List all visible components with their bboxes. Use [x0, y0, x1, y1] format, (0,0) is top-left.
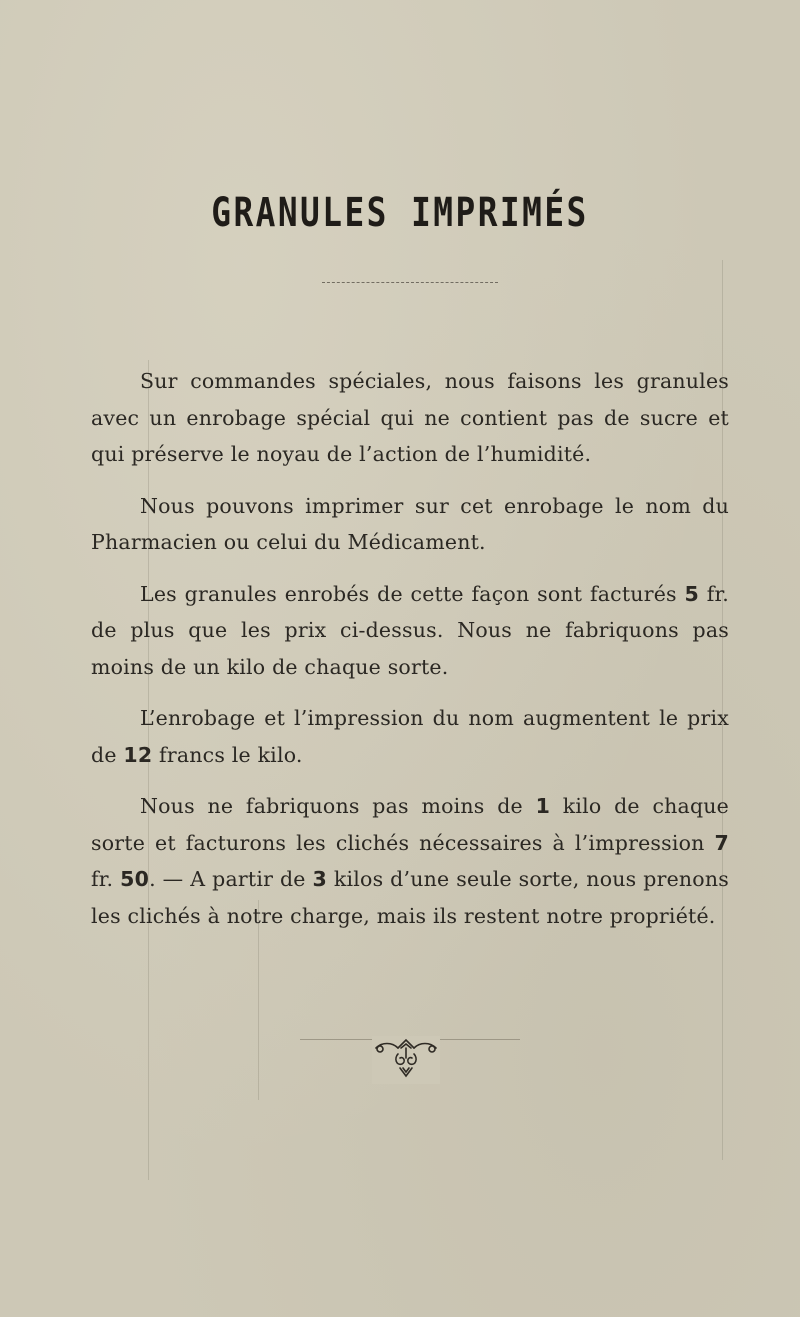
bold-number: 3	[312, 867, 327, 891]
text-run: L’enrobage et l’impression du nom augmentent le prix de	[91, 706, 729, 767]
text-run: kilo de chaque sorte et facturons les clichés nécessaires à l’impression	[91, 794, 730, 855]
fleuron-ornament-icon	[372, 1036, 440, 1084]
text-run: . — A partir de	[149, 867, 313, 891]
text-run: francs le kilo.	[152, 742, 303, 767]
text-run: fr.	[91, 867, 121, 891]
page-title: GRANULES IMPRIMÉS	[211, 190, 589, 236]
bold-number: 1	[535, 794, 551, 818]
title-divider	[322, 282, 498, 283]
text-run: Les granules enrobés de cette façon sont facturés	[140, 581, 685, 606]
paragraph	[91, 363, 729, 473]
text-run: fr. de plus que les prix ci-dessus. Nous ne fabriquons pas moins de un kilo de chaque sorte.	[91, 581, 729, 679]
paragraph	[91, 788, 729, 934]
paragraph	[91, 576, 729, 686]
bold-number: 50	[120, 867, 150, 891]
text-run: kilos d’une seule sorte, nous prenons les clichés à notre charge, mais ils restent notre propriété.	[91, 867, 729, 928]
bold-number: 5	[684, 581, 699, 606]
paragraph	[91, 700, 729, 773]
bold-number: 7	[714, 830, 729, 855]
body-text	[91, 363, 729, 949]
text-run: Nous ne fabriquons pas moins de	[140, 794, 536, 818]
text-run: Sur commandes spéciales, nous faisons les granules avec un enrobage spécial qui ne contient pas de sucre et qui préserve le noyau de l’action de l’humidité.	[91, 369, 729, 466]
text-run: Nous pouvons imprimer sur cet enrobage le nom du Pharmacien ou celui du Médicament.	[91, 493, 729, 554]
bold-number: 12	[123, 742, 153, 767]
paragraph	[91, 488, 729, 561]
